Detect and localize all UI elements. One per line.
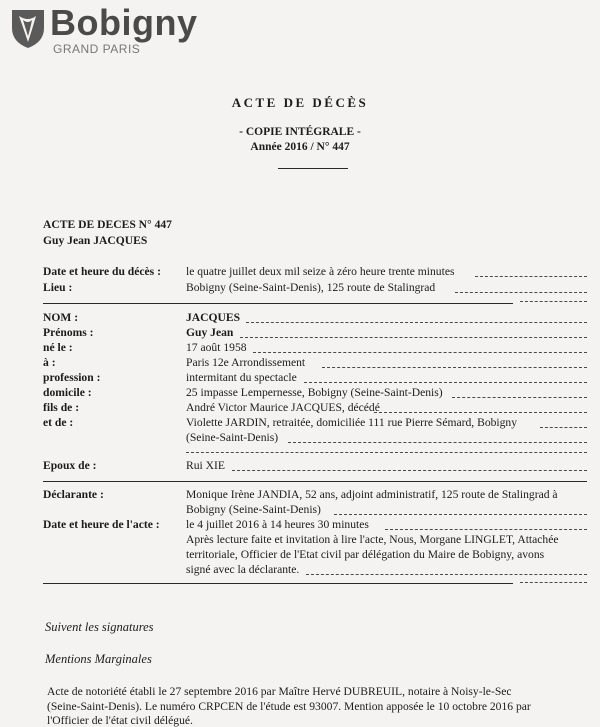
- epoux-label: Epoux de :: [43, 459, 97, 472]
- document-year-number: Année 2016 / N° 447: [250, 141, 350, 153]
- et-de-value-cont: (Seine-Saint-Denis): [186, 431, 279, 444]
- acte-date-line4: signé avec la déclarante.: [186, 563, 300, 576]
- nom-value: JACQUES: [186, 311, 241, 324]
- prenoms-value: Guy Jean: [186, 326, 234, 339]
- ne-le-value: 17 août 1958: [186, 341, 247, 354]
- declarante-label: Déclarante :: [43, 488, 104, 501]
- domicile-label: domicile :: [43, 386, 92, 399]
- mention-line1: Acte de notoriété établi le 27 septembre 2016 par Maître Hervé DUBREUIL, notaire à Noisy-le-Sec: [47, 685, 512, 698]
- ne-le-label: né le :: [43, 341, 73, 354]
- document-subtitle: - COPIE INTÉGRALE -: [239, 126, 361, 138]
- date-deces-value: le quatre juillet deux mil seize à zéro heure trente minutes: [186, 265, 455, 278]
- acte-date-line2: Après lecture faite et invitation à lire l'acte, Nous, Morgane LINGLET, Attachée: [186, 533, 559, 546]
- acte-number: ACTE DE DECES N° 447: [43, 218, 172, 231]
- filler-line: [385, 529, 587, 530]
- mention-line3: l'Officier de l'état civil délégué.: [47, 714, 193, 727]
- filler-line: [322, 367, 587, 368]
- acte-date-label: Date et heure de l'acte :: [43, 518, 160, 531]
- acte-date-line1: le 4 juillet 2016 à 14 heures 30 minutes: [186, 518, 369, 531]
- city-shield-logo-icon: [10, 6, 46, 50]
- filler-line: [232, 470, 587, 471]
- prenoms-label: Prénoms :: [43, 326, 94, 339]
- nom-label: NOM :: [43, 311, 79, 324]
- filler-line: [246, 322, 587, 323]
- filler-line: [240, 337, 587, 338]
- acte-date-line3: territoriale, Officier de l'Etat civil par délégation du Maire de Bobigny, avons: [186, 548, 545, 561]
- lieu-value: Bobigny (Seine-Saint-Denis), 125 route de Stalingrad: [186, 281, 436, 294]
- date-deces-label: Date et heure du décès :: [43, 265, 161, 278]
- filler-line: [306, 574, 587, 575]
- person-name: Guy Jean JACQUES: [43, 234, 148, 247]
- signatures-heading: Suivent les signatures: [45, 620, 154, 634]
- section-separator: [43, 583, 513, 584]
- filler-line: [455, 292, 587, 293]
- filler-line: [334, 514, 587, 515]
- title-underline: [278, 168, 348, 169]
- a-label: à :: [43, 356, 56, 369]
- filler-line: [253, 352, 587, 353]
- mention-line2: (Seine-Saint-Denis). Le numéro CRPCEN de l'étude est 93007. Mention apposée le 10 octobre 2016 par: [47, 700, 531, 713]
- a-value: Paris 12e Arrondissement: [186, 356, 306, 369]
- filler-line: [374, 412, 587, 413]
- document-title: ACTE DE DÉCÈS: [231, 95, 369, 110]
- profession-value: intermitant du spectacle: [186, 371, 297, 384]
- filler-line: [520, 582, 587, 583]
- declarante-line1: Monique Irène JANDIA, 52 ans, adjoint administratif, 125 route de Stalingrad à: [186, 488, 558, 501]
- domicile-value: 25 impasse Lempernesse, Bobigny (Seine-Saint-Denis): [186, 386, 443, 399]
- fils-de-value: André Victor Maurice JACQUES, décédé: [186, 401, 380, 414]
- profession-label: profession :: [43, 371, 101, 384]
- lieu-label: Lieu :: [43, 281, 73, 294]
- filler-line: [304, 382, 587, 383]
- filler-line: [288, 442, 587, 443]
- et-de-value: Violette JARDIN, retraitée, domiciliée 111 rue Pierre Sémard, Bobigny: [186, 416, 518, 429]
- filler-line: [475, 276, 587, 277]
- filler-line: [540, 427, 587, 428]
- filler-line: [186, 452, 587, 453]
- declarante-line2: Bobigny (Seine-Saint-Denis): [186, 503, 321, 516]
- filler-line: [520, 301, 587, 302]
- section-separator: [43, 303, 513, 304]
- filler-line: [452, 397, 587, 398]
- logo-subtitle: GRAND PARIS: [53, 42, 141, 56]
- logo-name: Bobigny: [50, 2, 198, 43]
- epoux-value: Rui XIE: [186, 459, 225, 472]
- section-separator: [43, 481, 587, 482]
- mentions-heading: Mentions Marginales: [45, 652, 152, 666]
- et-de-label: et de :: [43, 416, 74, 429]
- fils-de-label: fils de :: [43, 401, 80, 414]
